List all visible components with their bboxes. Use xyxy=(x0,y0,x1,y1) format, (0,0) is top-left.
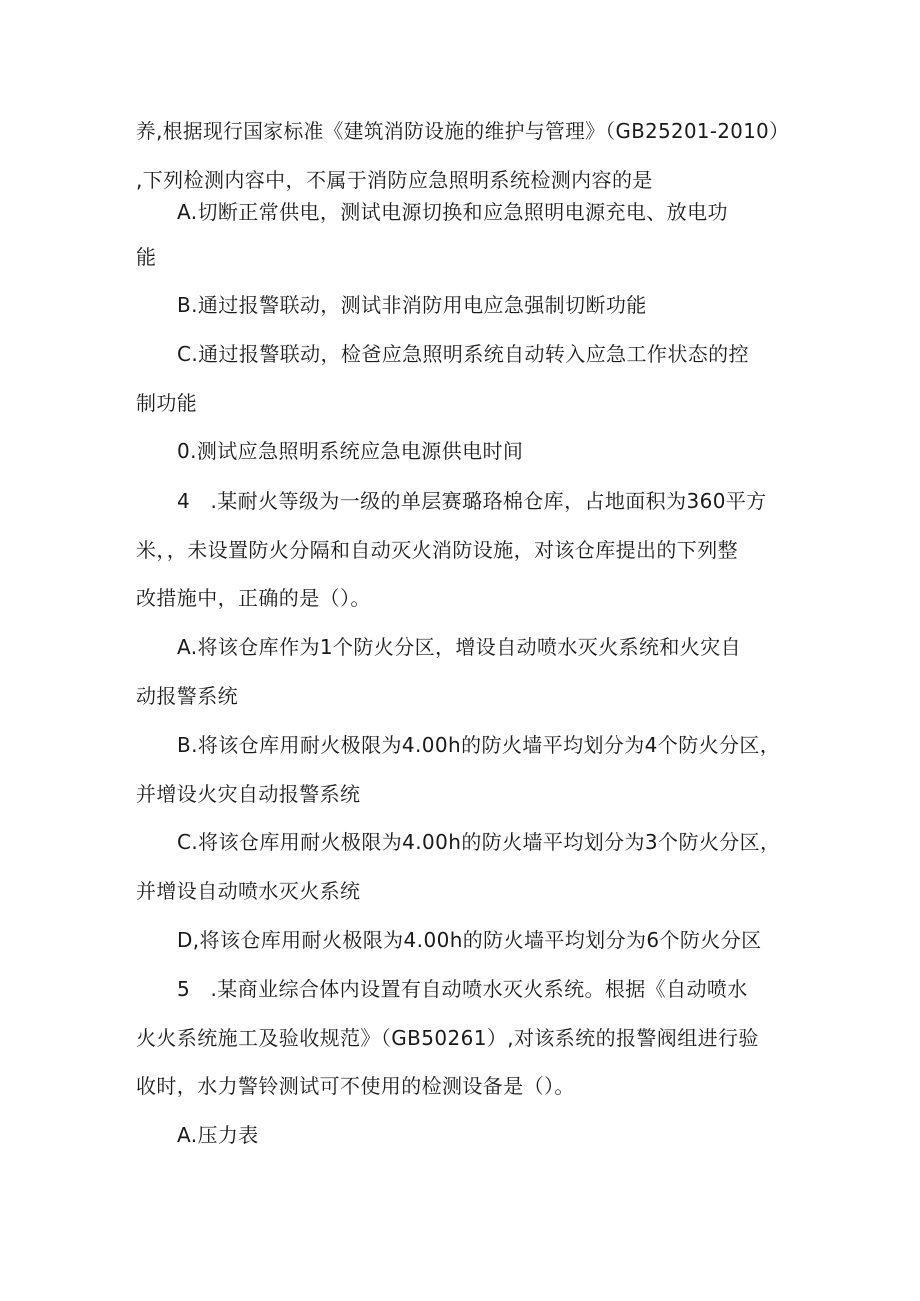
question-3-option-d: 0.测试应急照明系统应急电源供电时间 xyxy=(177,439,524,463)
question-4-option-a-line-2: 动报警系统 xyxy=(136,684,238,708)
question-3-stem-line-1: 养,根据现行国家标准《建筑消防设施的维护与管理》（GB25201-2010） xyxy=(136,119,790,143)
question-4-option-d: D,将该仓库用耐火极限为4.00h的防火墙平均划分为6个防火分区 xyxy=(177,928,762,952)
question-3-option-a-line-2: 能 xyxy=(136,245,157,269)
question-4-option-a-line-1: A.将该仓库作为1个防火分区，增设自动喷水灭火系统和火灾自 xyxy=(177,635,742,659)
question-3-stem-line-2: ,下列检测内容中，不属于消防应急照明系统检测内容的是 xyxy=(136,168,653,192)
question-5-stem-line-2: 火火系统施工及验收规范》（GB50261）,对该系统的报警阀组进行验 xyxy=(136,1026,759,1050)
question-3-option-a-line-1: A.切断正常供电，测试电源切换和应急照明电源充电、放电功 xyxy=(177,200,728,224)
question-5-stem-line-1: 5 .某商业综合体内设置有自动喷水灭火系统。根据《自动喷水 xyxy=(177,977,748,1001)
question-5-option-a: A.压力表 xyxy=(177,1123,259,1147)
question-4-option-b-line-1: B.将该仓库用耐火极限为4.00h的防火墙平均划分为4个防火分区， xyxy=(177,733,781,757)
question-4-option-c-line-2: 并增设自动喷水灭火系统 xyxy=(136,879,361,903)
question-4-option-b-line-2: 并增设火灾自动报警系统 xyxy=(136,782,361,806)
question-3-option-c-line-1: C.通过报警联动，检爸应急照明系统自动转入应急工作状态的控 xyxy=(177,342,749,366)
question-4-stem-line-1: 4 .某耐火等级为一级的单层赛璐珞棉仓库，占地面积为360平方 xyxy=(177,489,767,513)
question-4-stem-line-2: 米，，未设置防火分隔和自动灭火消防设施，对该仓库提出的下列整 xyxy=(136,538,738,562)
question-5-stem-line-3: 收时，水力警铃测试可不使用的检测设备是（）。 xyxy=(136,1074,575,1098)
question-3-option-b: B.通过报警联动，测试非消防用电应急强制切断功能 xyxy=(177,293,647,317)
question-4-option-c-line-1: C.将该仓库用耐火极限为4.00h的防火墙平均划分为3个防火分区， xyxy=(177,830,781,854)
question-3-option-c-line-2: 制功能 xyxy=(136,391,198,415)
question-4-stem-line-3: 改措施中，正确的是（）。 xyxy=(136,586,371,610)
